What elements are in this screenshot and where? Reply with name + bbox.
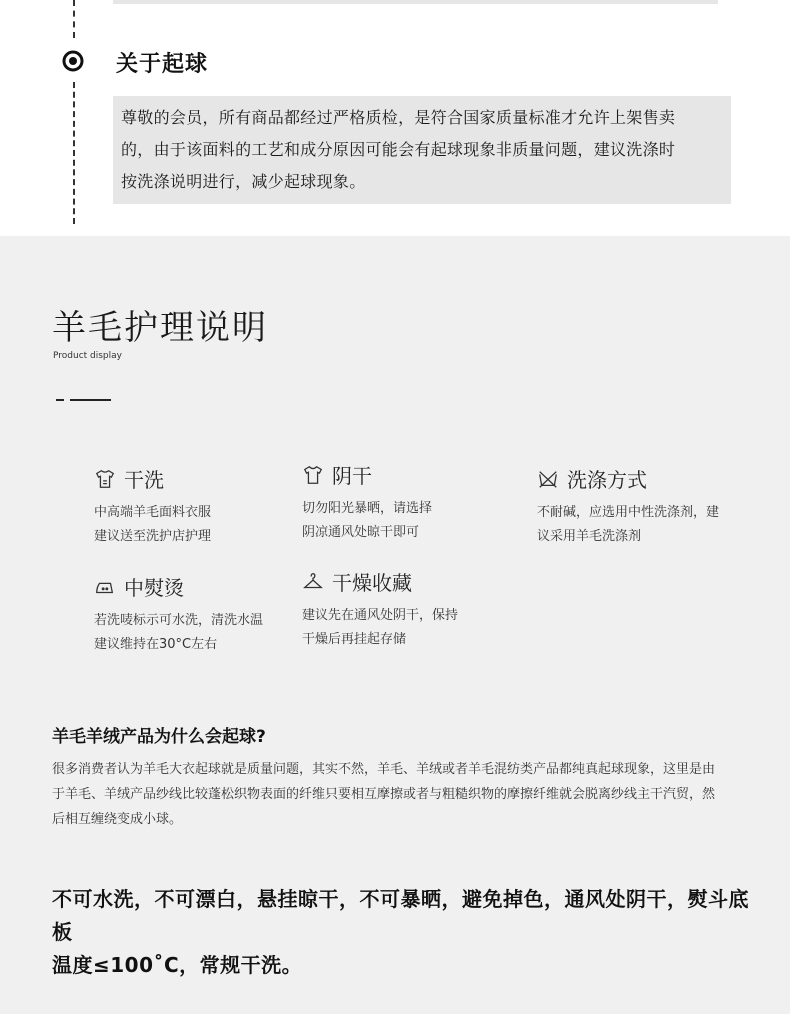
- notice-line: 按洗涤说明进行，减少起球现象。: [121, 172, 366, 191]
- care-item-desc: 建议送至洗护店护理: [94, 529, 212, 544]
- care-item-shade-dry: [302, 460, 432, 545]
- care-item-desc: 建议先在通风处阴干，保持: [302, 608, 459, 623]
- top-gray-strip: [113, 0, 718, 4]
- care-item-iron: [94, 572, 263, 657]
- care-item-desc: 切勿阳光暴晒，请选择: [302, 501, 433, 516]
- notice-line: 尊敬的会员，所有商品都经过严格质检，是符合国家质量标准才允许上架售卖: [121, 108, 676, 127]
- care-item-desc: 若洗唛标示可水洗，清洗水温: [94, 613, 264, 628]
- timeline-dashed-line: [73, 82, 75, 224]
- care-warning-line: 温度≤100˚C，常规干洗。: [52, 953, 303, 977]
- care-item-label: 阴干: [332, 464, 372, 488]
- decor-line: [70, 399, 111, 401]
- care-item-label: 中熨烫: [124, 576, 184, 600]
- shirt-icon: [94, 468, 116, 490]
- care-item-desc: 不耐碱，应选用中性洗涤剂，建: [537, 505, 720, 520]
- care-item-storage: [302, 567, 458, 652]
- care-item-desc: 议采用羊毛洗涤剂: [537, 529, 642, 544]
- care-item-dry-clean: [94, 464, 211, 549]
- iron-icon: [94, 576, 116, 598]
- hanger-icon: [302, 571, 324, 593]
- care-item-desc: 干燥后再挂起存储: [302, 632, 407, 647]
- care-title: 羊毛护理说明: [52, 308, 268, 348]
- care-item-label: 干洗: [124, 468, 164, 492]
- care-warning-line: 不可水洗，不可漂白，悬挂晾干，不可暴晒，避免掉色，通风处阴干，熨斗底板: [52, 887, 749, 944]
- decor-dash: [56, 399, 64, 401]
- care-item-label: 洗涤方式: [567, 468, 647, 492]
- faq-answer-line: 后相互缠绕变成小球。: [52, 812, 183, 827]
- faq-answer-line: 于羊毛、羊绒产品纱线比较蓬松织物表面的纤维只要相互摩擦或者与粗糙织物的摩擦纤维就会脱离纱线主干汽贸，然: [52, 787, 716, 802]
- faq-answer-line: 很多消费者认为羊毛大衣起球就是质量问题，其实不然，羊毛、羊绒或者羊毛混纺类产品都纯真起球现象，这里是由: [52, 762, 716, 777]
- notice-box: [113, 96, 731, 204]
- care-item-desc: 建议维持在30°C左右: [94, 637, 218, 652]
- target-icon: [62, 50, 84, 72]
- care-item-desc: 中高端羊毛面料衣服: [94, 505, 212, 520]
- section-title: 关于起球: [116, 52, 209, 77]
- care-item-label: 干燥收藏: [332, 571, 412, 595]
- care-subtitle: Product display: [53, 351, 122, 361]
- timeline-dashed-line-top: [73, 0, 75, 38]
- care-item-wash-method: [537, 464, 719, 549]
- notice-line: 的，由于该面料的工艺和成分原因可能会有起球现象非质量问题，建议洗涤时: [121, 140, 676, 159]
- no-wash-icon: [537, 468, 559, 490]
- faq-answer: [52, 757, 752, 832]
- faq-question: 羊毛羊绒产品为什么会起球?: [52, 727, 266, 747]
- tshirt-icon: [302, 464, 324, 486]
- care-item-desc: 阴凉通风处晾干即可: [302, 525, 420, 540]
- care-warning: [52, 883, 762, 982]
